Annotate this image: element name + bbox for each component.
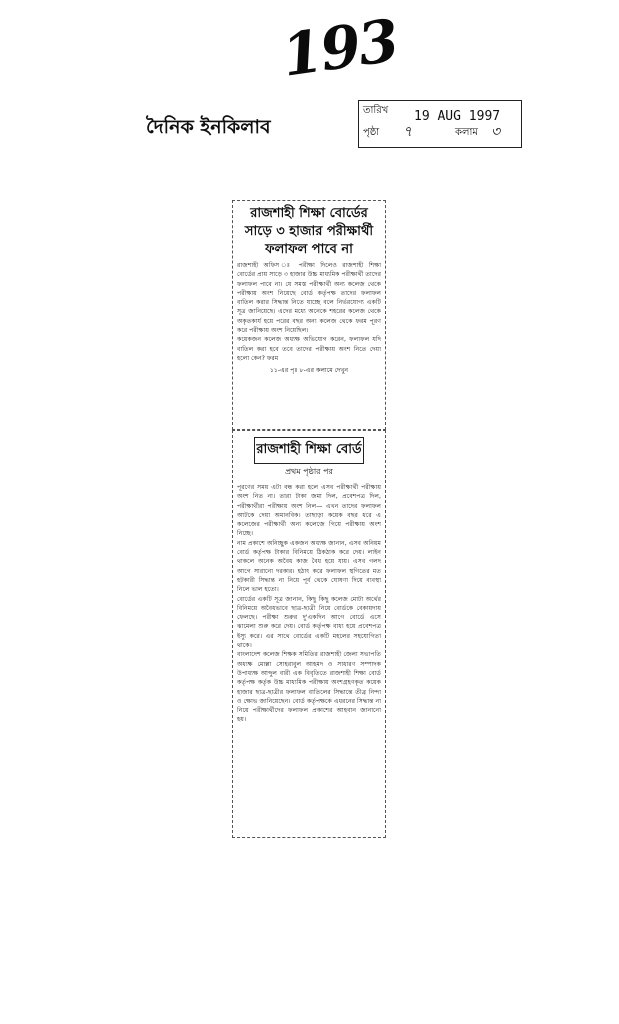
article-body: [237, 261, 381, 363]
article-body-continued: [237, 483, 381, 725]
article-clipping-main: [232, 200, 386, 430]
article-paragraph: নাম প্রকাশে অনিচ্ছুক একজন অধ্যক্ষ জানান, এসব অনিয়ম বোর্ড কর্তৃপক্ষ টাকার বিনিময়ে ঠিকঠাক করে দেয়। লাইন থাকলে অনেক অবৈধ কাজ বৈধ হয়ে যায়। এসব গলদ আগে সারানো দরকার। হঠাৎ করে ফলাফল স্থগিতের মত হটকারী সিদ্ধান্ত না নিয়ে পূর্ব থেকে ঘোষণা দিয়ে ব্যবস্থা নিলে ভাল হতো।: [237, 539, 381, 594]
newspaper-name: দৈনিক ইনকিলাব: [146, 116, 271, 138]
stamp-page-value: ৭: [403, 124, 413, 140]
date-stamp: [358, 100, 522, 148]
stamp-column-value: ৩: [491, 124, 501, 140]
stamp-page-label: পৃষ্ঠা: [363, 127, 380, 138]
article-clipping-continued: [232, 430, 386, 838]
article-paragraph: বোর্ডের একটি সূত্র জানান, কিছু কিছু কলেজ মোটা অর্থের বিনিময়ে অবৈধভাবে ছাত্র-ছাত্রী নিয়ে বোর্ডকে বেকায়দায় ফেলছে। পরীক্ষা শুরুর দু'একদিন আগে বোর্ডে এসে ঝামেলা শুরু করে দেয়। বোর্ড কর্তৃপক্ষ বাধ্য হয়ে প্রবেশপত্র ইস্যু করে। এর সাথে বোর্ডের একটি মহলের সহযোগিতা থাকে।: [237, 595, 381, 650]
article-paragraph: বাংলাদেশ কলেজ শিক্ষক সমিতির রাজশাহী জেলা সভাপতি অধ্যক্ষ মোল্লা সোহরাবুল আহমদ ও সাধারণ সম্পাদক উপাধ্যক্ষ আব্দুল বারী এক বিবৃতিতে রাজশাহী শিক্ষা বোর্ড কর্তৃপক্ষ কর্তৃক উচ্চ মাধ্যমিক পরীক্ষায় অংশগ্রহণকৃত কয়েক হাজার ছাত্র-ছাত্রীর ফলাফল বাতিলের সিদ্ধান্তে তীব্র নিন্দা ও ক্ষোভ জানিয়েছেন। বোর্ড কর্তৃপক্ষকে এধরনের সিদ্ধান্ত না নিয়ে পরীক্ষার্থীদের ফলাফল প্রকাশের আহবান জানানো হয়।: [237, 651, 381, 724]
continuation-note: ১১-এর পৃঃ ৮-এর কলামে দেখুন: [269, 367, 349, 375]
stamp-date-value: 19 AUG 1997: [414, 109, 501, 124]
stamp-date-label: তারিখ: [363, 105, 389, 116]
handwritten-archive-number: 193: [277, 6, 402, 90]
continued-headline: রাজশাহী শিক্ষা বোর্ড: [254, 437, 364, 464]
article-headline: রাজশাহী শিক্ষা বোর্ডের সাড়ে ৩ হাজার পরীক্ষার্থী ফলাফল পাবে না: [244, 206, 374, 257]
continued-from-label: প্রথম পৃষ্ঠার পর: [285, 467, 333, 476]
article-paragraph: রাজশাহী অফিস ঃ পরীক্ষা দিলেও রাজশাহী শিক্ষা বোর্ডের প্রায় সাড়ে ৩ হাজার উচ্চ মাধ্যমিক পরীক্ষার্থী তাদের ফলাফল পাবে না। যে সমস্ত পরীক্ষার্থী অন্য কলেজ থেকে পরীক্ষায় অংশ নিয়েছে বোর্ড কর্তৃপক্ষ তাদের ফলাফল বাতিল করার সিদ্ধান্ত নিতে যাচ্ছে বলে নির্ভরযোগ্য একটি সূত্র জানিয়েছে। এদের মধ্যে অনেকে শহরের কলেজ থেকে অকৃতকার্য হয়ে পরের বছর অন্য কলেজ থেকে ফরম পূরণ করে পরীক্ষায় অংশ নিয়েছিল।: [237, 262, 381, 335]
stamp-column-label: কলাম: [455, 127, 478, 138]
article-paragraph: কয়েকজন কলেজ অধ্যক্ষ অভিযোগ করেন, ফলাফল যদি বাতিল করা হবে তবে তাদের পরীক্ষায় অংশ নিতে দেয়া হলো কেন? ফরম: [237, 336, 381, 362]
article-paragraph: পূরণের সময় এটা বন্ধ করা হলে এসব পরীক্ষার্থী পরীক্ষায় অংশ নিত না। তারা টাকা জমা দিল, প্রবেশপত্র দিল, পরীক্ষার্থীরা পরীক্ষায় অংশ নিল— এখন তাদের ফলাফল আটকে দেয়া অমানবিক। তাছাড়া কয়েক বছর ধরে এ কলেজের পরীক্ষার্থী অন্য কলেজে গিয়ে পরীক্ষায় অংশ নিচ্ছে।: [237, 484, 381, 538]
